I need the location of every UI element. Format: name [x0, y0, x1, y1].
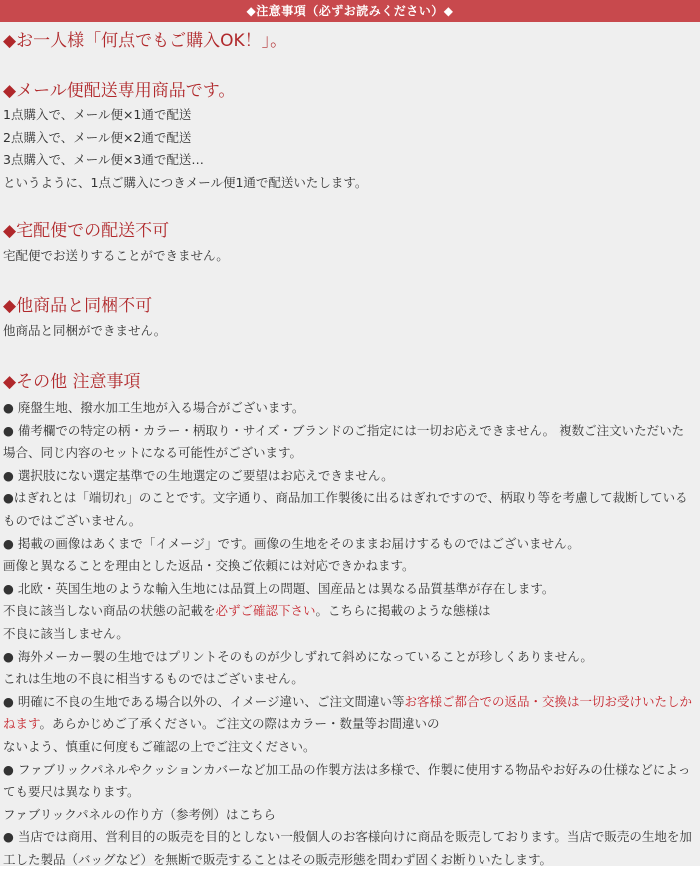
note-item: ● 廃盤生地、撥水加工生地が入る場合がございます。 — [3, 400, 305, 415]
notes-list — [3, 397, 696, 871]
note-item: ● 海外メーカー製の生地ではプリントそのものが少しずれて斜めになっていることが珍しくありません。 — [3, 648, 593, 664]
note-item: 画像と異なることを理由とした返品・交換ご依頼には対応できかねます。 — [3, 558, 415, 574]
notice-body — [0, 22, 700, 866]
text-line: 1点購入で、メール便×1通で配送 — [3, 107, 192, 122]
warning-text: お客様ご都合での返品・交換は一切お受けいたしかねます — [3, 693, 693, 732]
section-purchase-limit — [3, 30, 696, 52]
note-text: ● 明確に不良の生地である場合以外の、イメージ違い、ご注文間違い等 — [3, 693, 405, 709]
note-item: これは生地の不良に相当するものではございません。 — [3, 671, 304, 687]
note-item: ● 北欧・英国生地のような輸入生地には品質上の問題、国産品とは異なる品質基準が存在します。 — [3, 580, 555, 596]
section-heading: ◆その他 注意事項 — [3, 372, 141, 392]
note-item: 不良に該当しません。 — [3, 625, 129, 641]
note-item — [3, 691, 696, 736]
note-item: ● 掲載の画像はあくまで「イメージ」です。画像の生地をそのままお届けするものではございません。 — [3, 535, 580, 551]
text-line: 他商品と同梱ができません。 — [3, 323, 167, 338]
section-no-courier — [3, 220, 696, 268]
text-line: 3点購入で、メール便×3通で配送… — [3, 152, 204, 168]
notice-header: ◆注意事項（必ずお読みください）◆ — [0, 0, 700, 22]
note-item: ないよう、慎重に何度もご確認の上でご注文ください。 — [3, 738, 316, 754]
note-text: 不良に該当しない商品の状態の記載を — [3, 603, 216, 619]
section-heading: ◆お一人様「何点でもご購入OK！」。 — [3, 31, 288, 51]
section-heading: ◆メール便配送専用商品です。 — [3, 81, 236, 101]
note-item: ●はぎれとは「端切れ」のことです。文字通り、商品加工作製後に出るはぎれですので、柄取り等を考慮して裁断しているものではございません。 — [3, 490, 688, 528]
text-line: 宅配便でお送りすることができません。 — [3, 248, 229, 263]
note-item: ファブリックパネルの作り方（参考例）はこちら — [3, 806, 277, 822]
note-item: ● 当店では商用、営利目的の販売を目的としない一般個人のお客様向けに商品を販売しております。当店で販売の生地を加工した製品（バッグなど）を無断で販売することはその販売形態を問わず固くお断りいたします。 — [3, 829, 692, 867]
warning-text: 必ずご確認下さい — [215, 603, 316, 619]
section-heading: ◆他商品と同梱不可 — [3, 296, 153, 316]
note-text: 。あらかじめご了承ください。ご注文の際はカラー・数量等お間違いの — [39, 716, 440, 732]
text-line: というように、1点ご購入につきメール便1通で配送いたします。 — [3, 174, 368, 190]
section-no-bundling — [3, 295, 696, 343]
note-item: ● 備考欄での特定の柄・カラー・柄取り・サイズ・ブランドのご指定には一切お応えできません。 複数ご注文いただいた場合、同じ内容のセットになる可能性がございます。 — [3, 422, 685, 461]
section-heading: ◆宅配便での配送不可 — [3, 221, 170, 241]
section-other-notes — [3, 371, 696, 871]
note-item: ● 選択肢にない選定基準での生地選定のご要望はお応えできません。 — [3, 467, 394, 483]
text-line: 2点購入で、メール便×2通で配送 — [3, 129, 192, 145]
note-text: 。こちらに掲載のような態様は — [315, 603, 491, 619]
note-item — [3, 600, 696, 623]
section-mail-delivery — [3, 80, 696, 194]
note-item: ● ファブリックパネルやクッションカバーなど加工品の作製方法は多様で、作製に使用する物品やお好みの仕様などによっても要尺は異なります。 — [3, 761, 691, 800]
